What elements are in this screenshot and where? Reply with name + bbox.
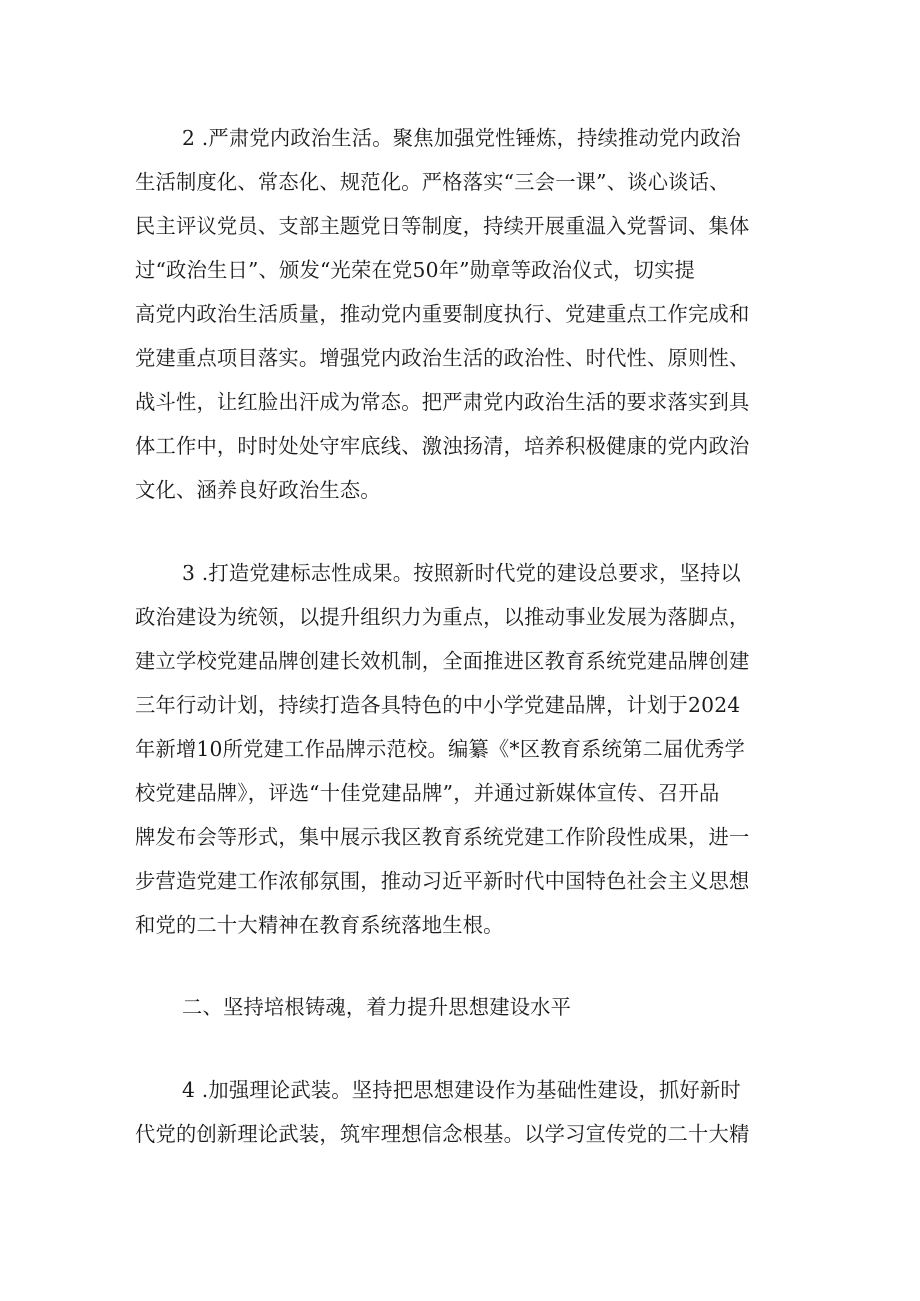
paragraph-3-line-7: 牌发布会等形式，集中展示我区教育系统党建工作阶段性成果，进一 xyxy=(135,825,750,849)
paragraph-2-line-5: 高党内政治生活质量，推动党内重要制度执行、党建重点工作完成和 xyxy=(135,302,750,326)
paragraph-2-line-2: 生活制度化、常态化、规范化。严格落实“三会一课”、谈心谈话、 xyxy=(135,170,730,194)
paragraph-2-line-3: 民主评议党员、支部主题党日等制度，持续开展重温入党誓词、集体 xyxy=(135,214,750,238)
paragraph-2-line-6: 党建重点项目落实。增强党内政治生活的政治性、时代性、原则性、 xyxy=(135,346,750,370)
paragraph-3-line-3: 建立学校党建品牌创建长效机制，全面推进区教育系统党建品牌创建 xyxy=(135,649,750,673)
paragraph-4-line-1: 4 .加强理论武装。坚持把思想建设作为基础性建设，抓好新时 xyxy=(182,1078,741,1102)
paragraph-3-line-2: 政治建设为统领，以提升组织力为重点，以推动事业发展为落脚点， xyxy=(135,605,750,629)
paragraph-2-line-8: 体工作中，时时处处守牢底线、激浊扬清，培养积极健康的党内政治 xyxy=(135,434,750,458)
paragraph-2-line-1: 2 .严肃党内政治生活。聚焦加强党性锤炼，持续推动党内政治 xyxy=(182,126,741,150)
paragraph-2-line-4: 过“政治生日”、颁发“光荣在党50年”勋章等政治仪式，切实提 xyxy=(135,258,696,282)
paragraph-4-line-2: 代党的创新理论武装，筑牢理想信念根基。以学习宣传党的二十大精 xyxy=(135,1122,750,1146)
paragraph-2-line-9: 文化、涵养良好政治生态。 xyxy=(135,478,381,502)
paragraph-2-line-7: 战斗性，让红脸出汗成为常态。把严肃党内政治生活的要求落实到具 xyxy=(135,390,750,414)
paragraph-3-line-1: 3 .打造党建标志性成果。按照新时代党的建设总要求，坚持以 xyxy=(182,561,741,585)
paragraph-3-line-4: 三年行动计划，持续打造各具特色的中小学党建品牌，计划于2024 xyxy=(135,693,741,717)
paragraph-3-line-6: 校党建品牌》，评选“十佳党建品牌”，并通过新媒体宣传、召开品 xyxy=(135,781,720,805)
paragraph-3-line-9: 和党的二十大精神在教育系统落地生根。 xyxy=(135,913,504,937)
section-heading: 二、坚持培根铸魂，着力提升思想建设水平 xyxy=(182,995,572,1019)
paragraph-3-line-8: 步营造党建工作浓郁氛围，推动习近平新时代中国特色社会主义思想 xyxy=(135,869,750,893)
paragraph-3-line-5: 年新增10所党建工作品牌示范校。编纂《*区教育系统第二届优秀学 xyxy=(135,737,746,761)
